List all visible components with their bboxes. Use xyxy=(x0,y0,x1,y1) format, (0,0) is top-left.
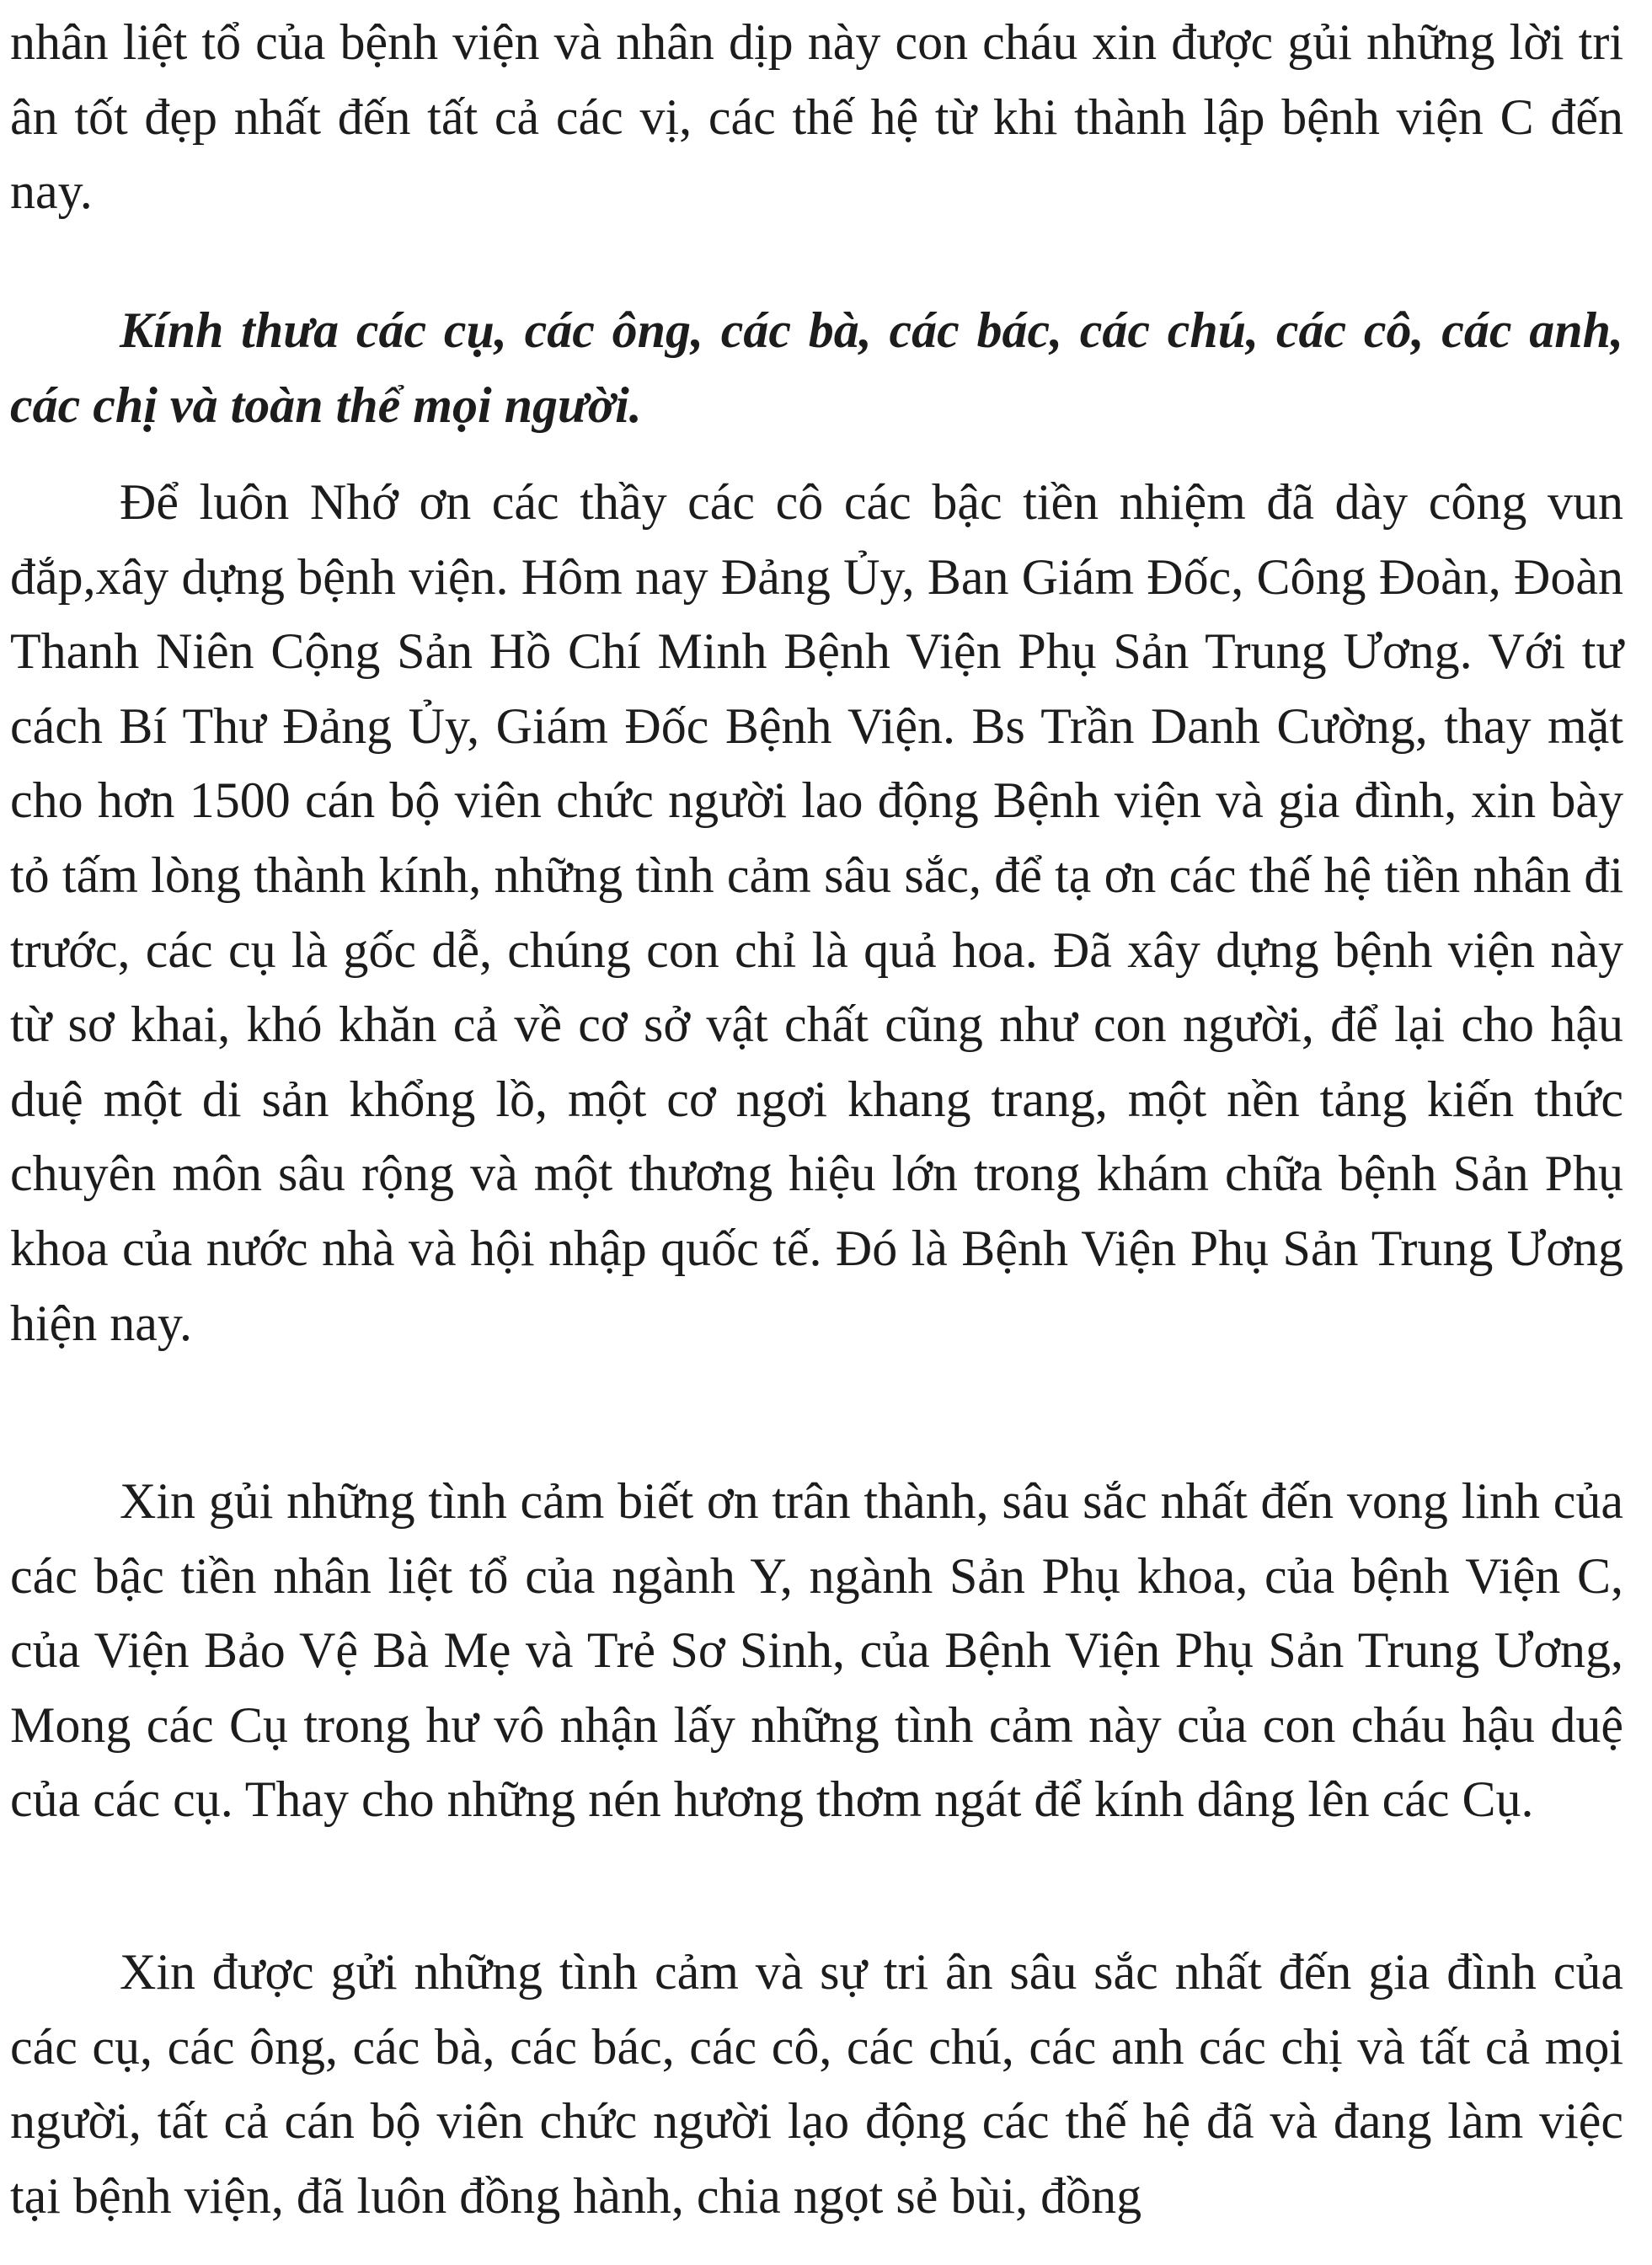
body-paragraph-tribute: Để luôn Nhớ ơn các thầy các cô các bậc tiền nhiệm đã dày công vun đắp,xây dựng bệnh viện. Hôm nay Đảng Ủy, Ban Giám Đốc, Công Đoàn, Đoàn Thanh Niên Cộng Sản Hồ Chí Minh Bệnh Viện Phụ Sản Trung Ương. Với tư cách Bí Thư Đảng Ủy, Giám Đốc Bệnh Viện. Bs Trần Danh Cường, thay mặt cho hơn 1500 cán bộ viên chức người lao động Bệnh viện và gia đình, xin bày tỏ tấm lòng thành kính, những tình cảm sâu sắc, để tạ ơn các thế hệ tiền nhân đi trước, các cụ là gốc dễ, chúng con chỉ là quả hoa. Đã xây dựng bệnh viện này từ sơ khai, khó khăn cả về cơ sở vật chất cũng như con người, để lại cho hậu duệ một di sản khổng lồ, một cơ ngơi khang trang, một nền tảng kiến thức chuyên môn sâu rộng và một thương hiệu lớn trong khám chữa bệnh Sản Phụ khoa của nước nhà và hội nhập quốc tế. Đó là Bệnh Viện Phụ Sản Trung Ương hiện nay. xyxy=(10,474,1623,1351)
greeting-paragraph: Kính thưa các cụ, các ông, các bà, các bác, các chú, các cô, các anh, các chị và toàn thể mọi người. xyxy=(10,302,1623,433)
body-paragraph-gratitude: Xin gủi những tình cảm biết ơn trân thành, sâu sắc nhất đến vong linh của các bậc tiền nhân liệt tổ của ngành Y, ngành Sản Phụ khoa, của bệnh Viện C, của Viện Bảo Vệ Bà Mẹ và Trẻ Sơ Sinh, của Bệnh Viện Phụ Sản Trung Ương, Mong các Cụ trong hư vô nhận lấy những tình cảm này của con cháu hậu duệ của các cụ. Thay cho những nén hương thơm ngát để kính dâng lên các Cụ. xyxy=(10,1473,1623,1828)
continuation-paragraph: nhân liệt tổ của bệnh viện và nhân dịp này con cháu xin được gủi những lời tri ân tốt đẹp nhất đến tất cả các vị, các thế hệ từ khi thành lập bệnh viện C đến nay. xyxy=(10,14,1623,220)
body-paragraph-thanks: Xin được gửi những tình cảm và sự tri ân sâu sắc nhất đến gia đình của các cụ, các ông, các bà, các bác, các cô, các chú, các anh các chị và tất cả mọi người, tất cả cán bộ viên chức người lạo động các thế hệ đã và đang làm việc tại bệnh viện, đã luôn đồng hành, chia ngọt sẻ bùi, đồng xyxy=(10,1944,1623,2224)
